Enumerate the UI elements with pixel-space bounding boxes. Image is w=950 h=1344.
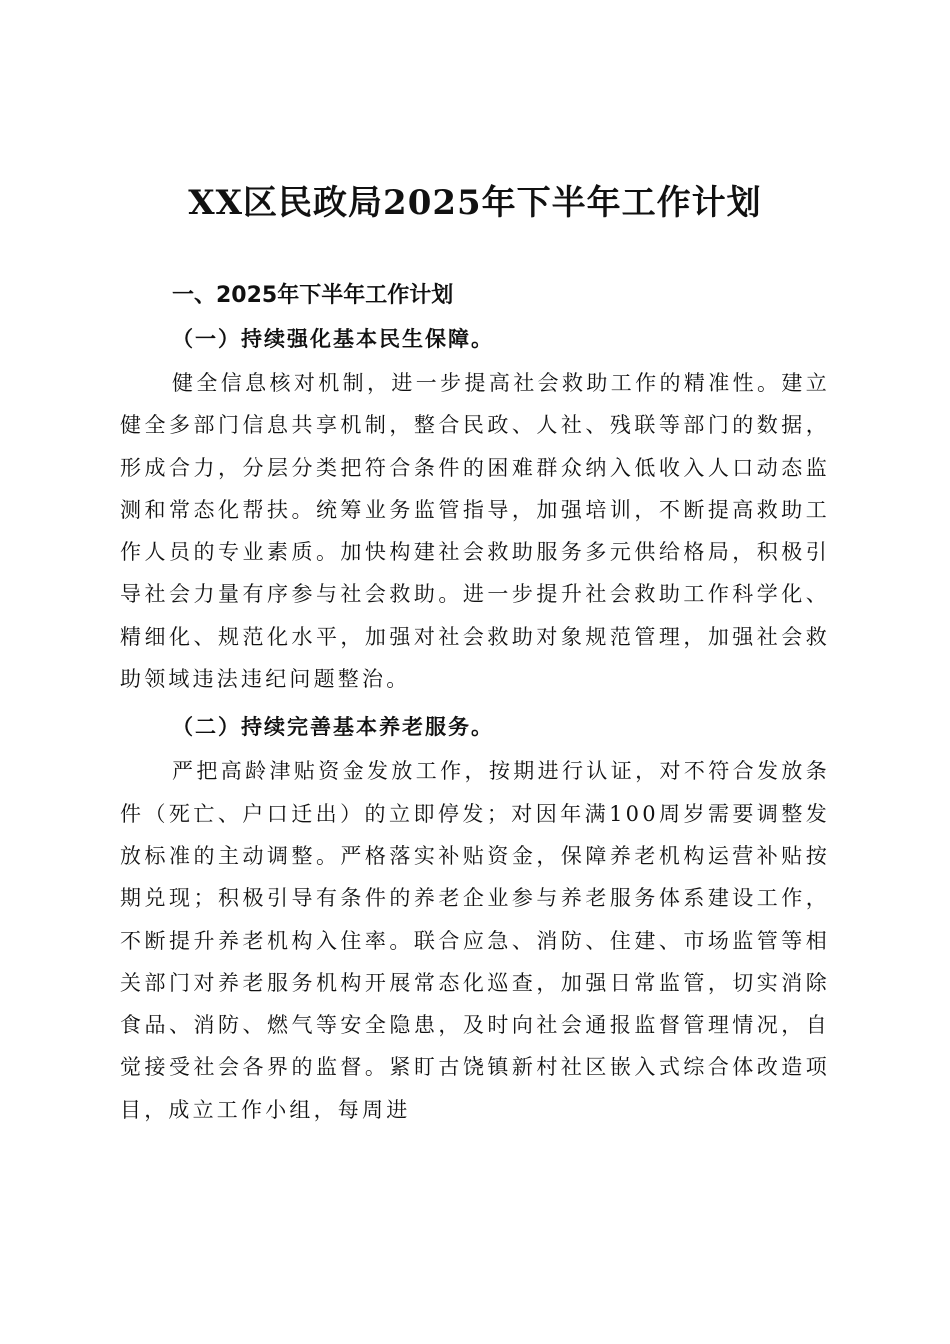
section-heading: 一、2025年下半年工作计划 [172, 283, 454, 308]
document-body [120, 276, 830, 1131]
document-title: XX区民政局2025年下半年工作计划 [188, 183, 762, 223]
subsection-paragraph-1: 健全信息核对机制，进一步提高社会救助工作的精准性。建立健全多部门信息共享机制，整合民政、人社、残联等部门的数据，形成合力，分层分类把符合条件的困难群众纳入低收入人口动态监测和常态化帮扶。统筹业务监管指导，加强培训，不断提高救助工作人员的专业素质。加快构建社会救助服务多元供给格局，积极引导社会力量有序参与社会救助。进一步提升社会救助工作科学化、精细化、规范化水平，加强对社会救助对象规范管理，加强社会救助领域违法违纪问题整治。 [120, 371, 830, 692]
subsection-paragraph-2: 严把高龄津贴资金发放工作，按期进行认证，对不符合发放条件（死亡、户口迁出）的立即停发；对因年满100周岁需要调整发放标准的主动调整。严格落实补贴资金，保障养老机构运营补贴按期兑现；积极引导有条件的养老企业参与养老服务体系建设工作，不断提升养老机构入住率。联合应急、消防、住建、市场监管等相关部门对养老服务机构开展常态化巡查，加强日常监管，切实消除食品、消防、燃气等安全隐患，及时向社会通报监督管理情况，自觉接受社会各界的监督。紧盯古饶镇新村社区嵌入式综合体改造项目，成立工作小组，每周进 [120, 759, 830, 1122]
subsection-heading-1: （一）持续强化基本民生保障。 [172, 326, 494, 351]
subsection-heading-2: （二）持续完善基本养老服务。 [172, 714, 494, 740]
